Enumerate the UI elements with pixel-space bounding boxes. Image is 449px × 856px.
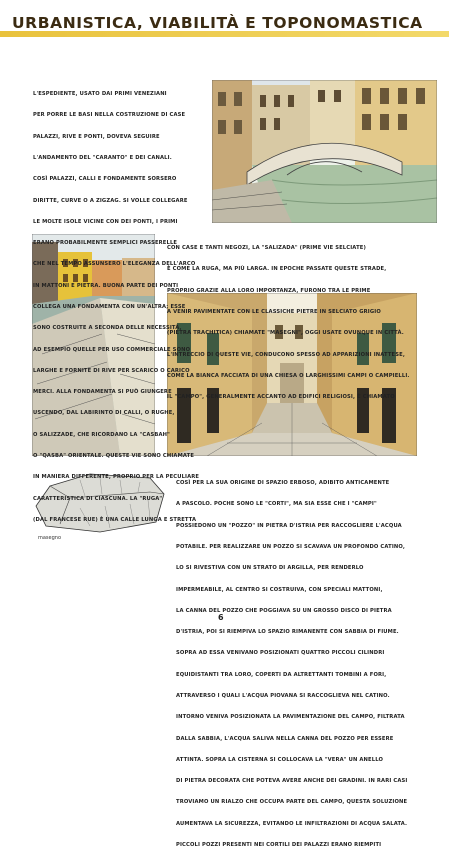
text-line: LA CANNA DEL POZZO CHE POGGIAVA SU UN GROSSO DISCO DI PIETRA (176, 607, 392, 614)
text-line: A PASCOLO. POCHE SONO LE "CORTI", MA SIA ESSE CHE I "CAMPI" (176, 501, 377, 508)
text-line: USCENDO, DAL LABIRINTO DI CALLI, O RUGHE, (33, 410, 175, 417)
text-line: D'ISTRIA, POI SI RIEMPIVA LO SPAZIO RIMANENTE CON SABBIA DI FIUME. (176, 629, 399, 636)
text-line: LO SI RIVESTIVA CON UN STRATO DI ARGILLA, PER RENDERLO (176, 565, 364, 572)
text-line: CON CASE E TANTI NEGOZI, LA "SALIZADA" (PRIME VIE SELCIATE) (167, 245, 366, 252)
text-line: O "QASBA" ORIENTALE. QUESTE VIE SONO CHIAMATE (33, 452, 195, 459)
text-line: (PIETRA TRACHITICA) CHIAMATE "MASEGNI", OGGI USATE OVUNQUE IN CITTÀ. (167, 330, 404, 337)
text-line: EQUIDISTANTI TRA LORO, COPERTI DA ALTRETTANTI TOMBINI A FORI, (176, 671, 387, 678)
text-line: SONO COSTRUITE A SECONDA DELLE NECESSITÀ, (33, 325, 182, 332)
text-line: AD ESEMPIO QUELLE PER USO COMMERCIALE SONO (33, 346, 191, 353)
text-line: COLLEGA UNA FONDAMENTA CON UN'ALTRA; ESSE (33, 304, 186, 310)
text-line: PER PORRE LE BASI NELLA COSTRUZIONE DI CASE (33, 112, 186, 119)
text-line: CARATTERISTICA DI CIASCUNA. LA "RUGA" (33, 495, 163, 502)
text-line: A VENIR PAVIMENTATE CON LE CLASSICHE PIETRE IN SELCIATO GRIGIO (167, 309, 381, 316)
text-line: INTORNO VENIVA POSIZIONATA LA PAVIMENTAZIONE DEL CAMPO, FILTRATA (176, 714, 405, 721)
text-line: COME LA BIANCA FACCIATA DI UNA CHIESA O LARGHISSIMI CAMPI O CAMPIELLI. (167, 372, 410, 379)
text-line: PROPRIO GRAZIE ALLA LORO IMPORTANZA, FURONO TRA LE PRIME (167, 287, 371, 294)
text-line: TROVIAMO UN RIALZO CHE OCCUPA PARTE DEL CAMPO, QUESTA SOLUZIONE (176, 799, 408, 806)
text-line: POTABILE. PER REALIZZARE UN POZZO SI SCAVAVA UN PROFONDO CATINO, (176, 544, 405, 551)
text-line: COSÌ PALAZZI, CALLI E FONDAMENTE SORSERO (33, 176, 177, 183)
text-line: LE MOLTE ISOLE VICINE CON DEI PONTI, I PRIMI (33, 218, 178, 225)
text-line: È COME LA RUGA, MA PIÙ LARGA. IN EPOCHE PASSATE QUESTE STRADE, (167, 266, 387, 273)
canal-bridge-illustration (212, 80, 437, 223)
paragraph-2 (167, 231, 410, 408)
text-line: POSSIEDONO UN "POZZO" IN PIETRA D'ISTRIA PER RACCOGLIERE L'ACQUA (176, 522, 402, 529)
text-line: DI PIETRA DECORATA CHE POTEVA AVERE ANCHE DEI GRADINI. IN RARI CASI (176, 778, 408, 785)
text-line: PICCOLI POZZI PRESENTI NEI CORTILI DEI PALAZZI ERANO RIEMPITI (176, 841, 382, 848)
text-line: ERANO PROBABILMENTE SEMPLICI PASSERELLE (33, 240, 178, 247)
text-line: O SALIZZADE, CHE RICORDANO LA "CASBAH" (33, 431, 170, 438)
text-line: L'ESPEDIENTE, USATO DAI PRIMI VENEZIANI (33, 91, 167, 98)
text-line: DALLA SABBIA, L'ACQUA SALIVA NELLA CANNA DEL POZZO PER ESSERE (176, 735, 394, 742)
page-number: 6 (218, 613, 224, 622)
text-line: AUMENTAVA LA SICUREZZA, EVITANDO LE INFILTRAZIONI DI ACQUA SALATA. (176, 820, 408, 827)
text-line: DIRITTE, CURVE O A ZIGZAG. SI VOLLE COLLEGARE (33, 197, 188, 204)
text-line: IN MANIERA DIFFERENTE, PROPRIO PER LA PECULIARE (33, 474, 200, 481)
text-line: IL "CAMPO", GENERALMENTE ACCANTO AD EDIFICI RELIGIOSI, È CHIAMATO (167, 394, 395, 401)
text-line: LARGHE E FORNITE DI RIVE PER SCARICO O CARICO (33, 367, 190, 374)
text-line: IN MATTONI E PIETRA. BUONA PARTE DEI PONTI (33, 282, 179, 289)
stone-caption: masegno (38, 535, 62, 541)
paragraph-3 (176, 466, 408, 856)
text-line: (DAL FRANCESE RUE) È UNA CALLE LUNGA E STRETTA (33, 516, 197, 523)
page-title: URBANISTICA, VIABILITÀ E TOPONOMASTICA (12, 14, 423, 32)
text-line: COSÌ PER LA SUA ORIGINE DI SPAZIO ERBOSO, ADIBITO ANTICAMENTE (176, 480, 390, 487)
text-line: MERCI. ALLA FONDAMENTA SI PUÒ GIUNGERE (33, 389, 172, 396)
text-line: L'INTRECCIO DI QUESTE VIE, CONDUCONO SPESSO AD APPARIZIONI INATTESE, (167, 351, 405, 358)
title-bar (0, 0, 449, 46)
text-line: ATTINTA. SOPRA LA CISTERNA SI COLLOCAVA LA "VERA" UN ANELLO (176, 756, 384, 763)
text-line: L'ANDAMENTO DEL "CARANTO" E DEI CANALI. (33, 155, 172, 162)
text-line: PALAZZI, RIVE E PONTI, DOVEVA SEGUIRE (33, 133, 160, 140)
text-line: SOPRA AD ESSA VENIVANO POSIZIONATI QUATTRO PICCOLI CILINDRI (176, 650, 385, 657)
text-line: IMPERMEABILE, AL CENTRO SI COSTRUIVA, CON SPECIALI MATTONI, (176, 586, 383, 593)
text-line: ATTRAVERSO I QUALI L'ACQUA PIOVANA SI RACCOGLIEVA NEL CATINO. (176, 693, 390, 699)
text-line: CHE NEL TEMPO ASSUNSERO L'ELEGANZA DELL'ARCO (33, 261, 196, 268)
